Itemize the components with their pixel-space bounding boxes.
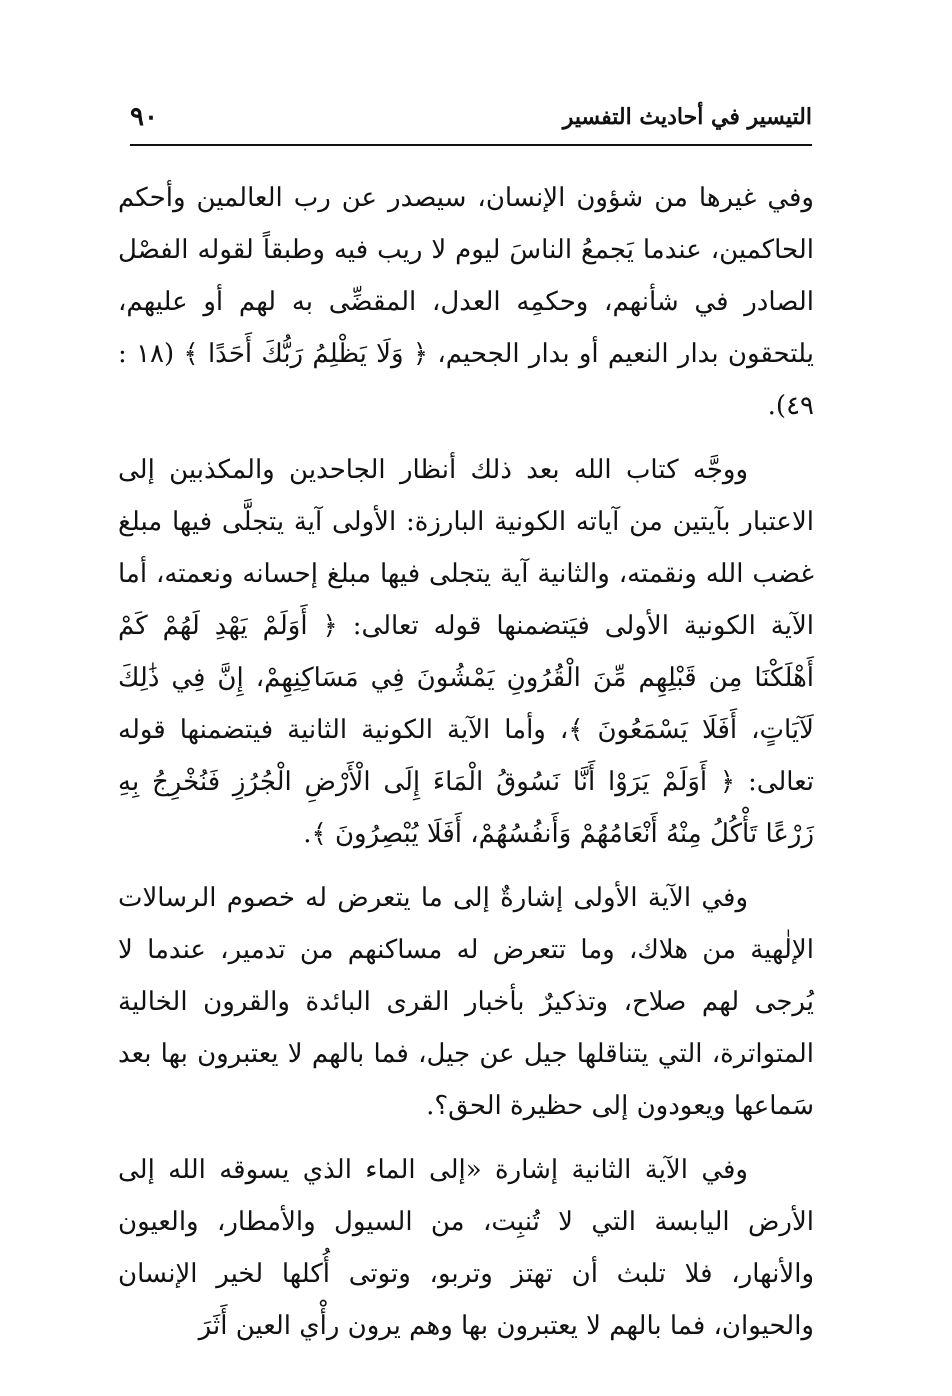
page-number: ٩٠ (130, 102, 158, 132)
paragraph-4: وفي الآية الثانية إشارة «إلى الماء الذي يسوقه الله إلى الأرض اليابسة التي لا تُنبِت، من السيول والأمطار، والعيون والأنهار، فلا تلبث أن تهتز وتربو، وتوتى أُكلها لخير الإنسان والحيوان، فما بالهم لا يعتبرون بها وهم يرون رأْي العين أَثَرَ (118, 1155, 814, 1341)
paragraph-2: ووجَّه كتاب الله بعد ذلك أنظار الجاحدين والمكذبين إلى الاعتبار بآيتين من آياته الكونية البارزة: الأولى آية يتجلَّى فيها مبلغ غضب الله ونقمته، والثانية آية يتجلى فيها مبلغ إحسانه ونعمته، أما الآية الكونية الأولى فيَتضمنها قوله تعالى: ﴿ أَوَلَمْ يَهْدِ لَهُمْ كَمْ أَهْلَكْنَا مِن قَبْلِهِم مِّنَ الْقُرُونِ يَمْشُونَ فِي مَسَاكِنِهِمْ، إِنَّ فِي ذَٰلِكَ لَآيَاتٍ، أَفَلَا يَسْمَعُونَ ﴾، وأما الآية الكونية الثانية فيتضمنها قوله تعالى: ﴿ أَوَلَمْ يَرَوْا أَنَّا نَسُوقُ الْمَاءَ إِلَى الْأَرْضِ الْجُرُزِ فَنُخْرِجُ بِهِ زَرْعًا تَأْكُلُ مِنْهُ أَنْعَامُهُمْ وَأَنفُسُهُمْ، أَفَلَا يُبْصِرُونَ ﴾. (118, 455, 814, 849)
paragraph-1: وفي غيرها من شؤون الإنسان، سيصدر عن رب العالمين وأحكم الحاكمين، عندما يَجمعُ الناسَ ليوم لا ريب فيه وطبقاً لقوله الفصْل الصادر في شأنهم، وحكمِه العدل، المقضِّى به لهم أو عليهم، يلتحقون بدار النعيم أو بدار الجحيم، ﴿ وَلَا يَظْلِمُ رَبُّكَ أَحَدًا ﴾ (١٨ : ٤٩). (118, 183, 814, 421)
page-header (130, 100, 812, 146)
paragraph-3: وفي الآية الأولى إشارةٌ إلى ما يتعرض له خصوم الرسالات الإلٰهية من هلاك، وما تتعرض له مساكنهم من تدمير، عندما لا يُرجى لهم صلاح، وتذكيرٌ بأخبار القرى البائدة والقرون الخالية المتواترة، التي يتناقلها جيل عن جيل، فما بالهم لا يعتبرون بها بعد سَماعها ويعودون إلى حظيرة الحق؟. (118, 883, 814, 1121)
page-body (118, 172, 814, 1364)
running-title: التيسير في أحاديث التفسير (562, 104, 812, 130)
